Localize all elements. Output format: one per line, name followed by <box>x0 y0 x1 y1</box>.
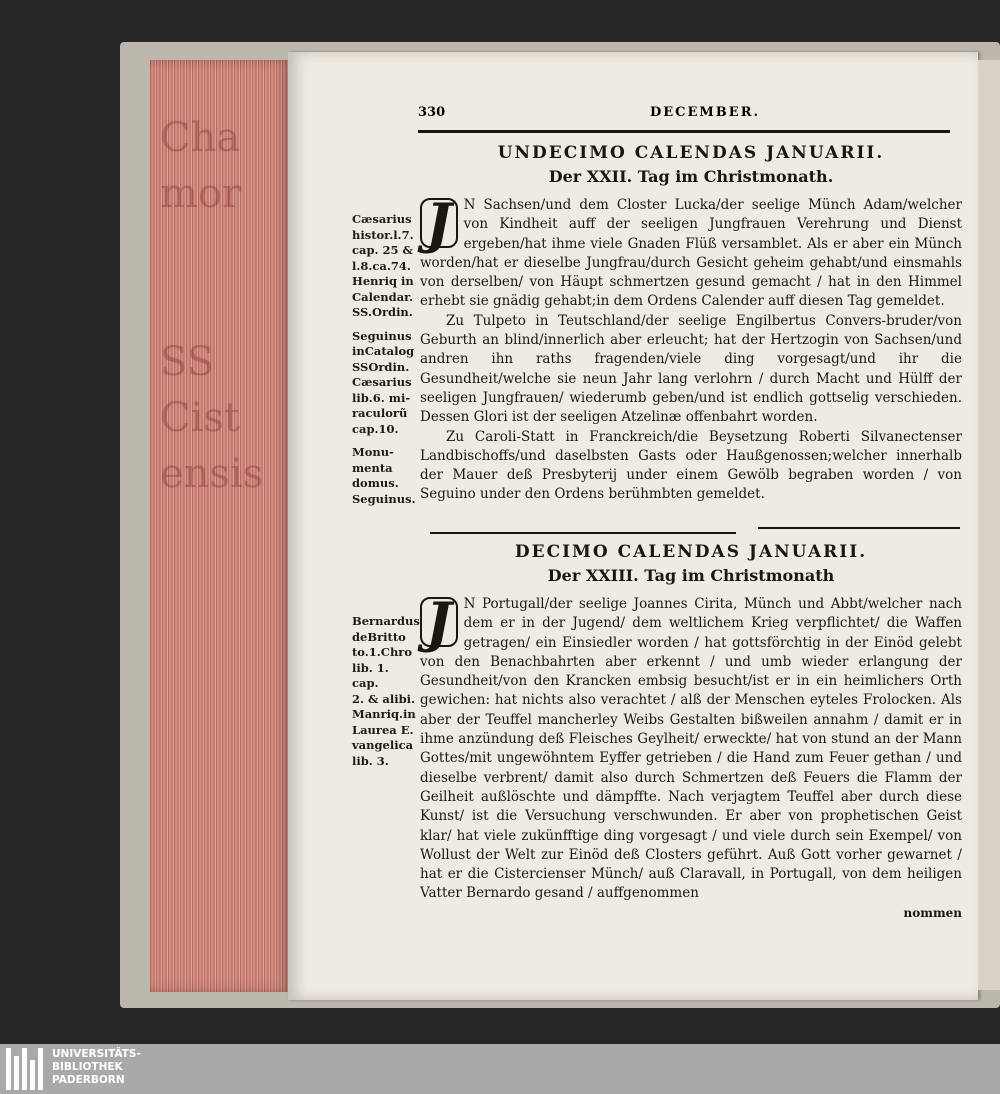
edge-handwriting: Cha mor SS Cist ensis <box>160 115 264 497</box>
section-xxii <box>420 143 962 505</box>
running-head <box>418 105 952 127</box>
margin-note-seguinus: Seguinus inCatalog SSOrdin. Cæsarius lib.6. mi- raculorũ cap.10. <box>352 328 415 436</box>
section-xxiii <box>420 542 962 920</box>
section-heading-day: Der XXII. Tag im Christmonath. <box>548 167 834 186</box>
margin-notes-section2 <box>352 614 418 777</box>
paragraph-adam: J N Sachsen/und dem Closter Lucka/der seelige Münch Adam/welcher von Kindheit auff der seeligen Jungfrauen Verehrung und Dienst ergeben/hat ihme viele Gnaden Flüß versamblet. Als er aber ein Münch worden/hat er dieselbe Jungfrau/durch Gesicht geheim gehabt/und einsmahls von derselben/ von Häupt schmertzen gesund gemacht / hat in den Himmel erhebt sie gnädig gehabt;in dem Ordens Calender auff diesen Tag gemeldet. <box>420 191 962 310</box>
margin-notes-section1 <box>352 212 418 515</box>
margin-note-monumenta: Monu- menta domus. Seguinus. <box>352 445 416 506</box>
library-logo-icon <box>6 1048 46 1090</box>
page-number: 330 <box>418 105 446 120</box>
margin-note-bernardus: Bernardus deBritto to.1.Chro lib. 1. cap. 2. & alibi. Manriq.in Laurea E. vangelica lib. 3. <box>352 614 420 768</box>
catchword: nommen <box>903 905 962 920</box>
header-rule <box>418 130 950 133</box>
page-edges <box>150 60 290 992</box>
section-divider-right <box>758 527 960 529</box>
margin-note-cesarius: Cæsarius histor.l.7. cap. 25 & l.8.ca.74. Henriq in Calendar. SS.Ordin. <box>352 212 414 319</box>
paragraph-engilbertus: Zu Tulpeto in Teutschland/der seelige Engilbertus Convers-bruder/von Geburth an blind/innerlich aber erleucht; hat der Hertzogin von Sachsen/und andren ihn raths fragenden/viele ding vorgesagt/und ihr die Gesundheit/welche sie neun Jahr lang verlohrn / durch Macht und Hülff der seeligen Jungfrauen/ wiederumb geben/und ist endlich gottselig verschieden. Dessen Glori ist der seeligen Atzelinæ offenbahrt worden. <box>420 312 962 426</box>
running-title: DECEMBER. <box>649 105 761 120</box>
page-right-strip <box>978 60 1000 990</box>
library-footer <box>0 1044 1000 1094</box>
section-heading-latin: UNDECIMO CALENDAS JANUARII. <box>497 143 885 163</box>
paragraph-robertus: Zu Caroli-Statt in Franckreich/die Beysetzung Roberti Silvanectenser Landbischoffs/und daselbsten Gasts oder Haußgenossen;welcher innerhalb der Mauer deß Presbyterij under einem Gewölb begraben worden / von Seguino under den Ordens berühmbten gemeldet. <box>420 428 962 503</box>
drop-cap: J <box>420 198 458 248</box>
section-divider-left <box>430 532 736 534</box>
drop-cap-2: J <box>420 597 458 647</box>
library-logo-text: UNIVERSITÄTS- BIBLIOTHEK PADERBORN <box>52 1048 141 1086</box>
section-heading-day-2: Der XXIII. Tag im Christmonath <box>547 566 835 585</box>
section-heading-latin-2: DECIMO CALENDAS JANUARII. <box>514 542 868 562</box>
paragraph-joannes-cirita: J N Portugall/der seelige Joannes Cirita, Münch und Abbt/welcher nach dem er in der Jugend/ dem weltlichem Krieg verpflichtet/ die Waffen getragen/ ein Einsiedler worden / hat gottsförchtig in der Einöd gelebt von den Benachbahrten aber erkennt / und umb wieder erlangung der Gesundheit/von den Krancken embsig besucht/ist er in ein heimlichers Orth gewichen: hat nichts also verachtet / alß der Menschen eyteles Frolocken. Als aber der Teuffel mancherley Weibs Gestalten bißweilen annahm / damit er in ihme anzündung deß Fleisches Geylheit/ erweckte/ hat von stund an der Mann Gottes/mit ungewöhntem Eyffer getrieben / die Hand zum Feuer gethan / und dieselbe verbrent/ damit also durch Schmertzen deß Feuers die Flamm der Geilheit außlöschte und dämpffte. Nach verjagtem Teuffel aber durch diese Kunst/ ist die Versuchung verschwunden. Er aber von prophetischen Geist klar/ hat viele zukünfftige ding vorgesagt / und viele durch sein Exempel/ von Wollust der Welt zur Einöd deß Closters geführt. Auß Gott vorher gewarnet / hat er die Cistercienser Münch/ auß Claravall, in Portugall, von dem heiligen Vatter Bernardo gesand / auffgenommen <box>420 590 962 902</box>
